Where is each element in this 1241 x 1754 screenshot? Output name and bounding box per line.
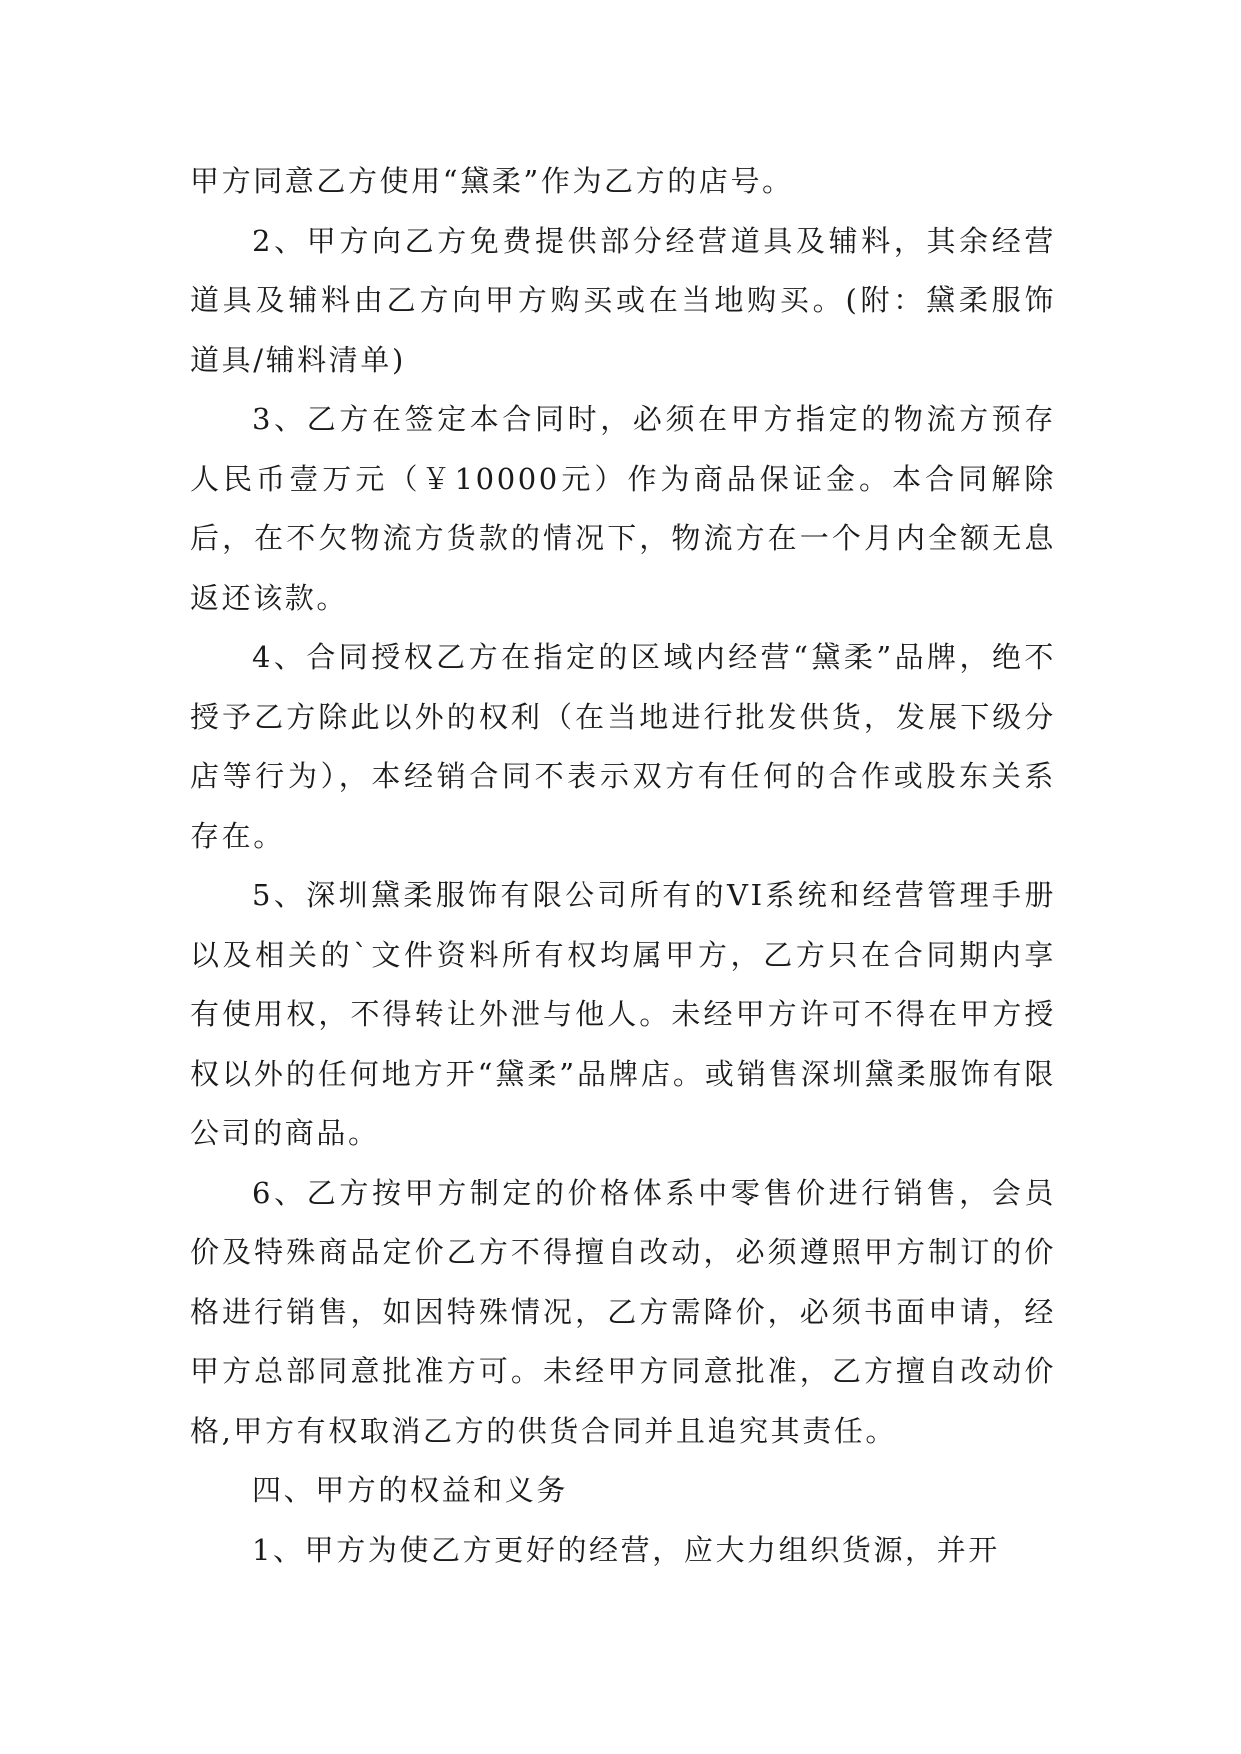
paragraph-clause-2-props: 2、甲方向乙方免费提供部分经营道具及辅料，其余经营道具及辅料由乙方向甲方购买或在当地购买。(附：黛柔服饰道具/辅料清单) xyxy=(190,223,1056,377)
paragraph-shop-name: 甲方同意乙方使用“黛柔”作为乙方的店号。 xyxy=(190,164,794,198)
section-heading-party-a-rights: 四、甲方的权益和义务 xyxy=(252,1473,569,1507)
paragraph-clause-3-deposit: 3、乙方在签定本合同时，必须在甲方指定的物流方预存人民币壹万元（￥10000元）作为商品保证金。本合同解除后，在不欠物流方货款的情况下，物流方在一个月内全额无息返还该款。 xyxy=(190,402,1056,615)
paragraph-party-a-clause-1: 1、甲方为使乙方更好的经营，应大力组织货源，并开 xyxy=(252,1532,1000,1567)
paragraph-clause-4-authorization: 4、合同授权乙方在指定的区域内经营“黛柔”品牌，绝不授予乙方除此以外的权利（在当地进行批发供货，发展下级分店等行为），本经销合同不表示双方有任何的合作或股东关系存在。 xyxy=(190,640,1056,853)
document-body xyxy=(190,152,1056,1580)
paragraph-clause-6-pricing: 6、乙方按甲方制定的价格体系中零售价进行销售，会员价及特殊商品定价乙方不得擅自改动，必须遵照甲方制订的价格进行销售，如因特殊情况，乙方需降价，必须书面申请，经甲方总部同意批准方可。未经甲方同意批准，乙方擅自改动价格,甲方有权取消乙方的供货合同并且追究其责任。 xyxy=(190,1175,1056,1448)
paragraph-clause-5-vi-system: 5、深圳黛柔服饰有限公司所有的VI系统和经营管理手册以及相关的`文件资料所有权均属甲方，乙方只在合同期内享有使用权，不得转让外泄与他人。未经甲方许可不得在甲方授权以外的任何地方开“黛柔”品牌店。或销售深圳黛柔服饰有限公司的商品。 xyxy=(190,878,1056,1150)
